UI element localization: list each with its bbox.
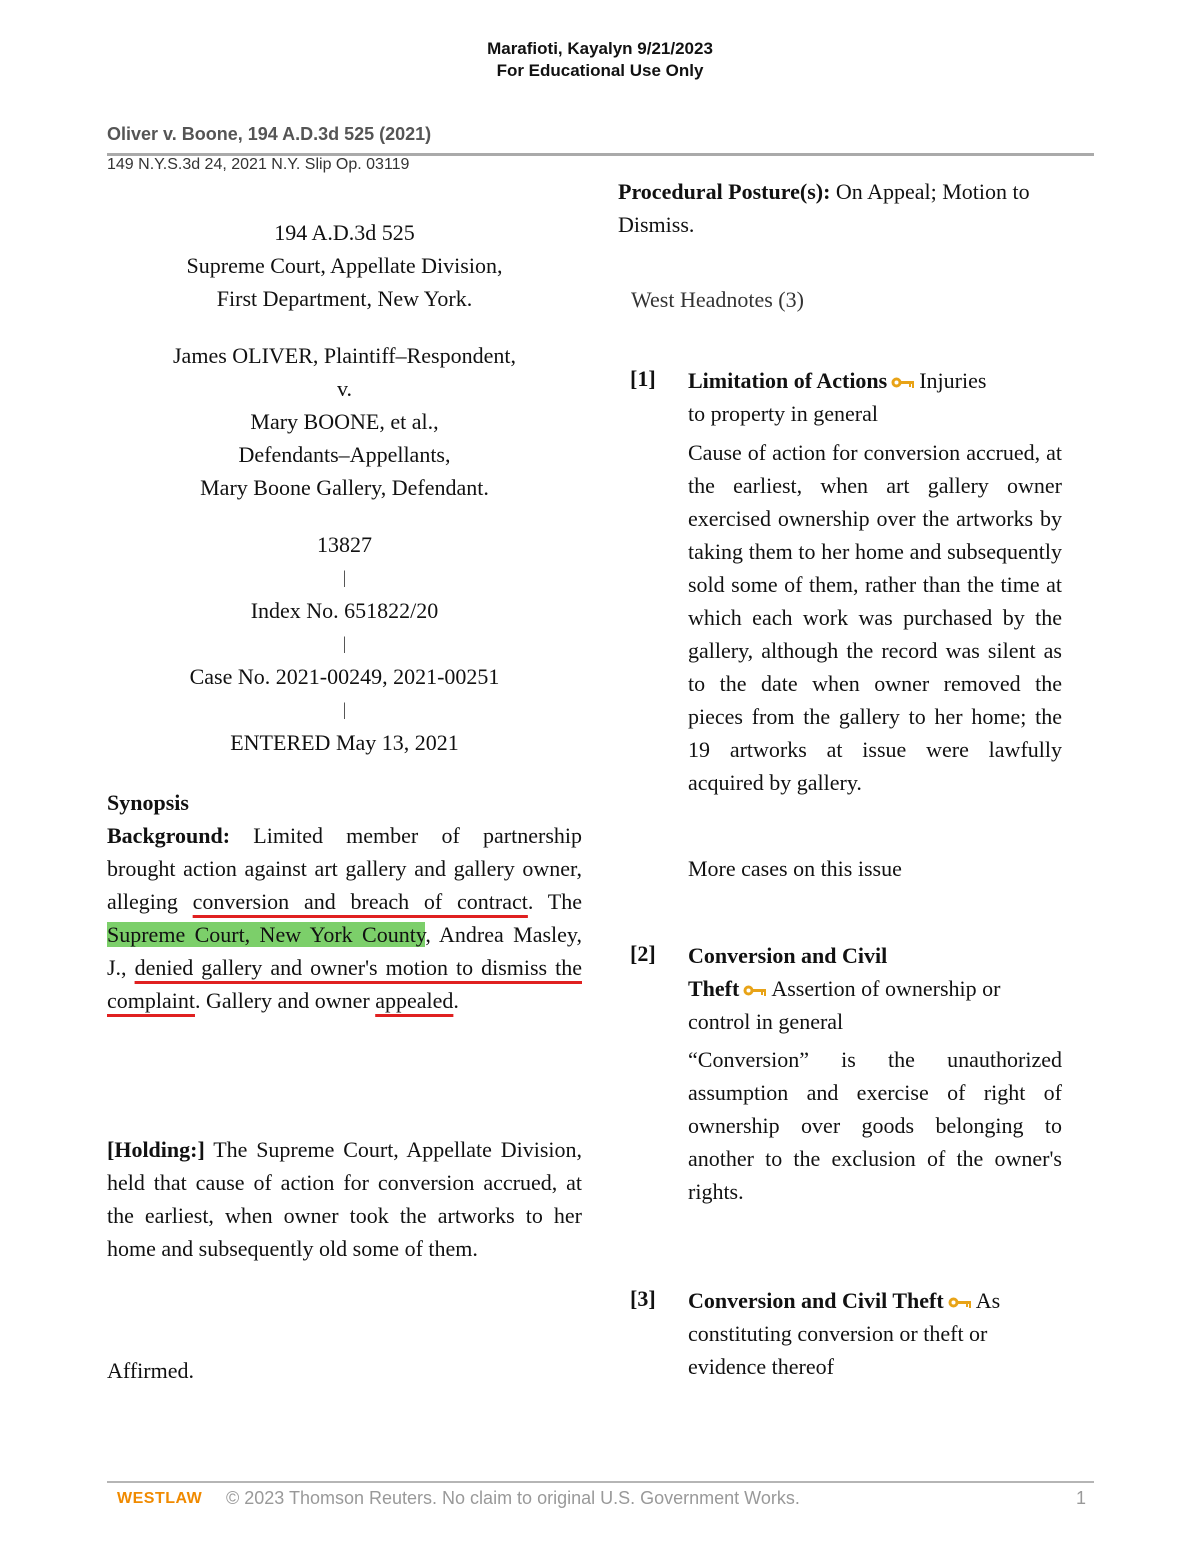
- document-header: [0, 38, 1200, 82]
- holding-paragraph: [107, 1133, 582, 1265]
- underline-annotation: conversion and breach of contract: [192, 889, 528, 914]
- separator: |: [342, 699, 347, 719]
- reporter-cite: 194 A.D.3d 525: [274, 220, 415, 245]
- procedural-posture: [618, 175, 1098, 241]
- footer-divider: [107, 1481, 1094, 1483]
- background-text: , Andrea Masley, J.,: [107, 922, 582, 980]
- key-number-icon: [891, 376, 915, 390]
- subtopic-label[interactable]: Injuries: [919, 368, 987, 393]
- headnotes-heading: West Headnotes (3): [631, 287, 804, 312]
- background-label: Background:: [107, 823, 231, 848]
- case-number: Case No. 2021-00249, 2021-00251: [189, 664, 500, 689]
- headnote-number[interactable]: [2]: [630, 941, 656, 966]
- page-number: 1: [1076, 1488, 1087, 1508]
- defendant-role: Defendants–Appellants,: [238, 442, 451, 467]
- subtopic-label[interactable]: As: [975, 1288, 1001, 1313]
- highlight-annotation: Supreme Court, New York County: [107, 922, 426, 947]
- subtopic-label[interactable]: to property in general: [688, 401, 878, 426]
- court-block: [107, 216, 582, 315]
- defendant-name: Mary BOONE, et al.,: [250, 409, 439, 434]
- educational-notice: For Educational Use Only: [496, 61, 704, 80]
- holding-text: The Supreme Court, Appellate Division, held that cause of action for conversion accrued, at the earliest, when owner took the artworks to her home and subsequently old some of them.: [107, 1137, 582, 1261]
- docket-block: [107, 528, 582, 759]
- subtopic-label[interactable]: constituting conversion or theft or: [688, 1321, 988, 1346]
- procedural-text: On Appeal; Motion to Dismiss.: [618, 179, 1030, 237]
- plaintiff: James OLIVER, Plaintiff–Respondent,: [173, 343, 516, 368]
- headnote-body: “Conversion” is the unauthorized assumption and exercise of right of ownership over goods belonging to another to the exclusion of the owner's rights.: [688, 1047, 1062, 1204]
- defendant-gallery: Mary Boone Gallery, Defendant.: [200, 475, 489, 500]
- background-text: .: [453, 988, 459, 1013]
- docket-number: 13827: [317, 532, 372, 557]
- headnote-topic[interactable]: [688, 939, 1062, 1038]
- key-number-icon: [743, 984, 767, 998]
- user-stamp: Marafioti, Kayalyn 9/21/2023: [487, 39, 713, 58]
- background-text: Limited member of partnership brought action against art gallery and gallery owner, alleging: [107, 823, 582, 914]
- headnote-number[interactable]: [1]: [630, 366, 656, 391]
- case-citation-title: Oliver v. Boone, 194 A.D.3d 525 (2021): [107, 124, 432, 144]
- background-text: . Gallery and owner: [194, 988, 376, 1013]
- disposition: Affirmed.: [107, 1358, 194, 1383]
- parties-block: [107, 339, 582, 504]
- subtopic-label[interactable]: Assertion of ownership or: [771, 976, 1001, 1001]
- procedural-label: Procedural Posture(s):: [618, 179, 831, 204]
- topic-label[interactable]: Limitation of Actions: [688, 368, 888, 393]
- synopsis: [107, 786, 582, 1017]
- background-paragraph: [107, 819, 582, 1017]
- headnote-topic[interactable]: [688, 364, 1062, 430]
- headnote-topic[interactable]: [688, 1284, 1062, 1383]
- separator: |: [342, 633, 347, 653]
- westlaw-logo: WESTLAW: [117, 1490, 203, 1507]
- index-number: Index No. 651822/20: [250, 598, 439, 623]
- topic-label[interactable]: Conversion and Civil Theft: [688, 1288, 944, 1313]
- key-number-icon: [948, 1296, 972, 1310]
- headnote-number[interactable]: [3]: [630, 1286, 656, 1311]
- topic-label[interactable]: Theft: [688, 976, 740, 1001]
- holding-label: [Holding:]: [107, 1137, 205, 1162]
- subtopic-label[interactable]: evidence thereof: [688, 1354, 834, 1379]
- court-line-2: First Department, New York.: [216, 286, 473, 311]
- more-cases-link[interactable]: More cases on this issue: [688, 856, 902, 881]
- versus: v.: [336, 376, 353, 401]
- underline-annotation: appealed: [375, 988, 454, 1013]
- entered-date: ENTERED May 13, 2021: [230, 730, 459, 755]
- background-text: . The: [527, 889, 582, 914]
- parallel-citation: 149 N.Y.S.3d 24, 2021 N.Y. Slip Op. 03119: [107, 156, 410, 173]
- underline-annotation: denied gallery and owner's motion to dismiss the complaint: [107, 955, 582, 1013]
- case-caption: [107, 216, 582, 783]
- court-line-1: Supreme Court, Appellate Division,: [186, 253, 503, 278]
- headnote-body: Cause of action for conversion accrued, at the earliest, when art gallery owner exercised ownership over the artworks by taking them to her home and subsequently sold some of them, rather than the time at which each work was purchased by the gallery, although the record was silent as to the date when owner removed the pieces from the gallery to her home; the 19 artworks at issue were lawfully acquired by gallery.: [688, 440, 1062, 795]
- copyright-notice: © 2023 Thomson Reuters. No claim to original U.S. Government Works.: [226, 1488, 800, 1508]
- synopsis-heading: Synopsis: [107, 790, 189, 815]
- separator: |: [342, 567, 347, 587]
- subtopic-label[interactable]: control in general: [688, 1009, 844, 1034]
- topic-label[interactable]: Conversion and Civil: [688, 943, 888, 968]
